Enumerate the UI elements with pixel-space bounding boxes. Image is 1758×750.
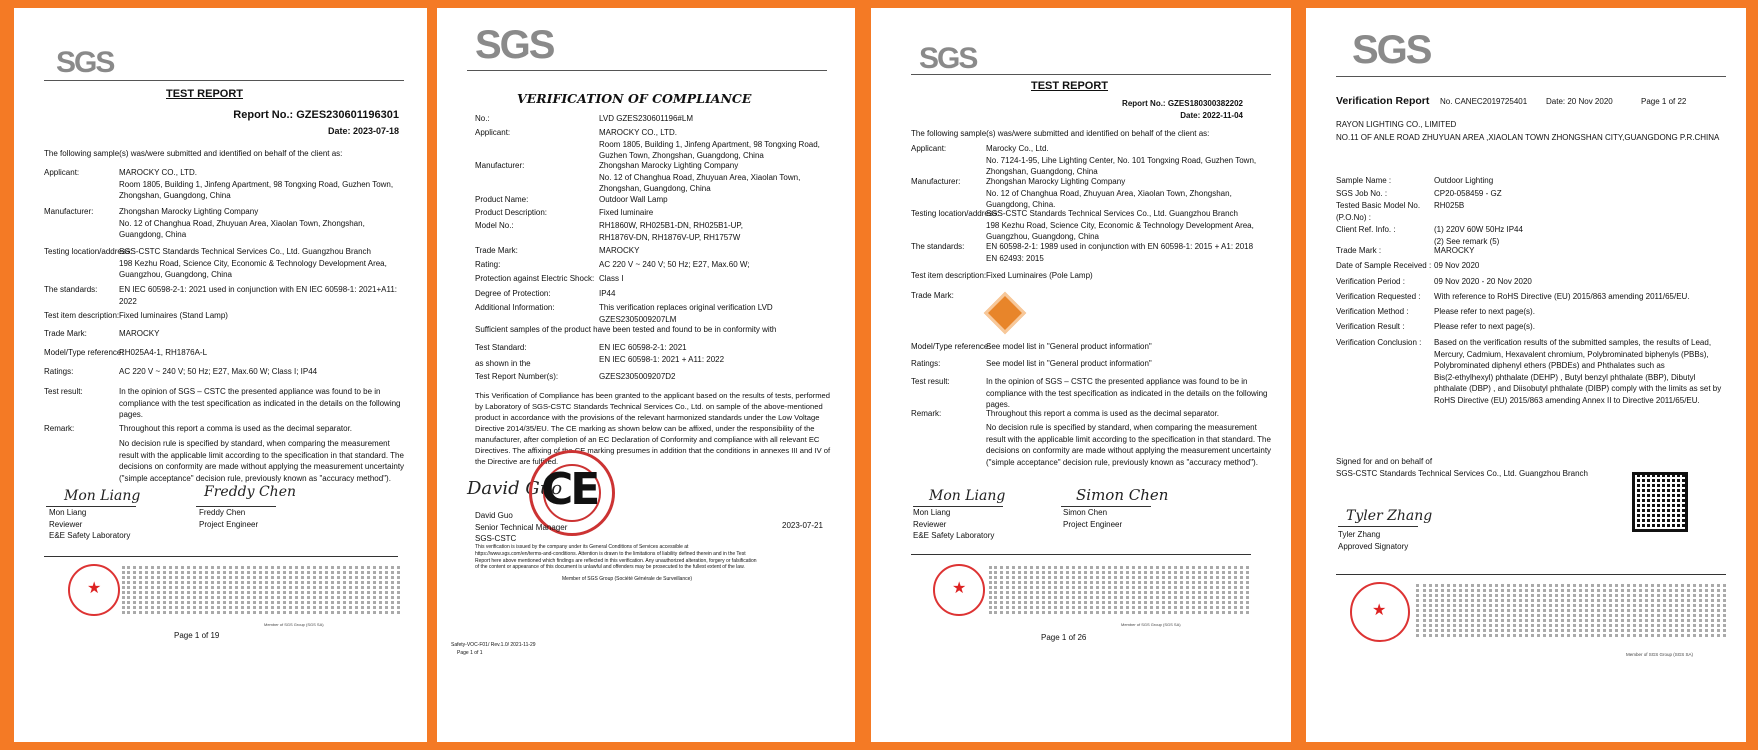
field-label: Applicant: <box>475 128 511 137</box>
footer-divider <box>911 554 1251 555</box>
form-number: Safety-VOC-F01/ Rev.1.0/ 2021-11-29 <box>451 642 536 648</box>
field-value: EN IEC 60598-2-1: 2021 used in conjunction with EN IEC 60598-1: 2021+A11: 2022 <box>119 285 398 306</box>
field-value: Fixed Luminaires (Pole Lamp) <box>986 271 1093 280</box>
sgs-logo: SGS <box>1352 28 1431 72</box>
field-label: Verification Conclusion : <box>1336 338 1422 347</box>
page-number: Page 1 of 22 <box>1641 97 1687 106</box>
test-report-page-3 <box>871 8 1291 742</box>
field-label: Protection against Electric Shock: <box>475 274 595 283</box>
engineer-block: Freddy Chen Project Engineer <box>199 508 259 529</box>
footer-fine-print <box>1416 582 1726 639</box>
logo-divider <box>911 74 1271 75</box>
field-value: MAROCKY <box>599 246 640 255</box>
field-value: MAROCKY <box>119 329 160 338</box>
field-value: 09 Nov 2020 - 20 Nov 2020 <box>1434 277 1532 286</box>
field-label: Model/Type reference: <box>44 348 124 357</box>
field-value: IP44 <box>599 289 616 298</box>
field-value: This verification replaces original verification LVD GZES2305009207LM <box>599 303 773 324</box>
field-value: Zhongshan Marocky Lighting Company No. 12 of Changhua Road, Zhuyuan Area, Xiaolan Town, Zhongshan, Guangdong, China <box>599 161 801 194</box>
signature-line <box>1338 526 1418 527</box>
test-standard-label: Test Standard: <box>475 343 527 352</box>
field-value: AC 220 V ~ 240 V; 50 Hz; E27, Max.60 W; Class I; IP44 <box>119 367 318 376</box>
member-line: Member of SGS Group (SGS SA) <box>1626 652 1694 657</box>
field-label: Manufacturer: <box>44 207 94 216</box>
field-value: Zhongshan Marocky Lighting Company No. 12 of Changhua Road, Zhuyuan Area, Xiaolan Town, Zhongshan, Guangdong, China. <box>986 177 1232 210</box>
field-value: Outdoor Lighting <box>1434 176 1494 185</box>
company-address: NO.11 OF ANLE ROAD ZHUYUAN AREA ,XIAOLAN TOWN ZHONGSHAN CITY,GUANGDONG P.R.CHINA <box>1336 133 1720 142</box>
report-number: No. CANEC2019725401 <box>1440 97 1528 106</box>
field-value: Fixed luminaire <box>599 208 654 217</box>
field-label: Additional Information: <box>475 303 555 312</box>
member-line: Member of SGS Group (Société Générale de Surveillance) <box>562 576 693 582</box>
field-label: Remark: <box>911 409 942 418</box>
field-value: Please refer to next page(s). <box>1434 307 1535 316</box>
field-value: MAROCKY <box>1434 246 1475 255</box>
field-label: Model No.: <box>475 221 514 230</box>
field-label: Degree of Protection: <box>475 289 551 298</box>
field-label: The standards: <box>44 285 98 294</box>
field-value: In the opinion of SGS – CSTC the presented appliance was found to be in compliance with the test specification as indicated in the details on the following pages. <box>119 387 401 420</box>
field-label: Product Name: <box>475 195 529 204</box>
sgs-logo: SGS <box>56 46 114 79</box>
test-standard-value: EN IEC 60598-2-1: 2021 EN IEC 60598-1: 2021 + A11: 2022 <box>599 343 725 364</box>
logo-divider <box>467 70 827 71</box>
signature-engineer: Simon Chen <box>1076 486 1169 504</box>
seal-star-icon: ★ <box>1372 602 1387 619</box>
member-line: Member of SGS Group (SGS SA) <box>1121 622 1181 627</box>
signatory-block: Tyler Zhang Approved Signatory <box>1338 530 1409 551</box>
ce-mark-icon: CE <box>541 464 598 515</box>
footer-fine-print <box>989 564 1249 616</box>
field-label: Trade Mark : <box>1336 246 1382 255</box>
verification-footer: This verification is issued by the company under its General Conditions of Services accessible at https://www.sgs.com/en/terms-and-conditions. Attention is drawn to the limitations of liability defined therein and in the Test Report here above mentioned which findings are reflected in this verification. Any unauthorized alteration, forgery or falsification of the content or appearance of this document is unlawful and offenders may be prosecuted to the fullest extent of the law. <box>475 544 757 571</box>
field-label: Verification Method : <box>1336 307 1409 316</box>
decision-rule-remark: No decision rule is specified by standard, when comparing the measurement result with the applicable limit according to the specification in that standard. The decisions on conformity are made without applying the measurement uncertainty ("simple acceptance" decision rule, previously known as "accuracy method"). <box>119 439 405 483</box>
field-value: RH025B <box>1434 201 1465 210</box>
field-label: Product Description: <box>475 208 548 217</box>
decision-rule-remark: No decision rule is specified by standard, when comparing the measurement result with the applicable limit according to the specification in that standard. The decisions on conformity are made without applying the measurement uncertainty ("simple acceptance" decision rule, previously known as "accuracy method"). <box>986 423 1272 467</box>
field-label: Testing location/address: <box>44 247 133 256</box>
field-value: Throughout this report a comma is used as the decimal separator. <box>986 409 1220 418</box>
field-label: SGS Job No. : <box>1336 189 1388 198</box>
company-name: RAYON LIGHTING CO., LIMITED <box>1336 120 1457 129</box>
field-value: AC 220 V ~ 240 V; 50 Hz; E27, Max.60 W; <box>599 260 750 269</box>
report-number: Report No.: GZES180300382202 <box>1122 99 1243 108</box>
field-value: (1) 220V 60W 50Hz IP44 (2) See remark (5) <box>1434 225 1523 246</box>
footer-divider <box>44 556 398 557</box>
field-value: Zhongshan Marocky Lighting Company No. 12 of Changhua Road, Zhuyuan Area, Xiaolan Town, Zhongshan, Guangdong, China <box>119 207 365 240</box>
intro-text: The following sample(s) was/were submitted and identified on behalf of the client as: <box>44 149 343 158</box>
field-label: Sample Name : <box>1336 176 1392 185</box>
intro-text: The following sample(s) was/were submitted and identified on behalf of the client as: <box>911 129 1210 138</box>
field-value: SGS-CSTC Standards Technical Services Co., Ltd. Guangzhou Branch 198 Kezhu Road, Science City, Economic & Technology Development Area, Guangzhou, Guangdong, China <box>986 209 1254 242</box>
test-report-page-1 <box>14 8 427 742</box>
field-label: No.: <box>475 114 490 123</box>
field-label: Tested Basic Model No. (P.O.No) : <box>1336 201 1421 222</box>
page-number: Page 1 of 19 <box>174 631 220 640</box>
field-value: Class I <box>599 274 624 283</box>
field-value: RH025A4-1, RH1876A-L <box>119 348 208 357</box>
field-label: Manufacturer: <box>475 161 525 170</box>
shown-in-text: as shown in the <box>475 359 531 368</box>
field-label: Verification Result : <box>1336 322 1405 331</box>
report-title: TEST REPORT <box>166 88 244 100</box>
field-label: Test result: <box>44 387 83 396</box>
field-label: Rating: <box>475 260 501 269</box>
seal-star-icon: ★ <box>87 580 102 597</box>
verification-date: 2023-07-21 <box>782 521 823 530</box>
field-label: Applicant: <box>44 168 80 177</box>
report-title: Verification Report <box>1336 95 1430 107</box>
field-label: Ratings: <box>44 367 74 376</box>
signatory-block: David Guo Senior Technical Manager SGS-CSTC <box>475 511 568 544</box>
field-label: Remark: <box>44 424 75 433</box>
report-number: Report No.: GZES230601196301 <box>233 109 399 121</box>
field-value: MAROCKY CO., LTD. Room 1805, Building 1, Jinfeng Apartment, 98 Tongxing Road, Guzhen Town, Zhongshan, Guangdong, China <box>599 128 820 161</box>
field-value: EN 60598-2-1: 1989 used in conjunction with EN 60598-1: 2015 + A1: 2018 EN 62493: 2015 <box>986 242 1254 263</box>
sufficient-samples-text: Sufficient samples of the product have been tested and found to be in conformity with <box>475 325 777 334</box>
field-label: Manufacturer: <box>911 177 961 186</box>
field-value: Outdoor Wall Lamp <box>599 195 668 204</box>
field-label: Trade Mark: <box>475 246 518 255</box>
field-value: Fixed luminaires (Stand Lamp) <box>119 311 228 320</box>
field-value: MAROCKY CO., LTD. Room 1805, Building 1, Jinfeng Apartment, 98 Tongxing Road, Guzhen Town, Zhongshan, Guangdong, China <box>119 168 394 201</box>
field-label: Verification Requested : <box>1336 292 1421 301</box>
field-label: Test item description: <box>44 311 120 320</box>
field-label: Testing location/address: <box>911 209 1000 218</box>
sgs-logo: SGS <box>919 42 977 75</box>
field-label: Applicant: <box>911 144 947 153</box>
report-date: Date: 2022-11-04 <box>1180 111 1243 120</box>
logo-divider <box>44 80 404 81</box>
trade-mark-logo-icon <box>984 292 1026 334</box>
signature-tyler-zhang: Tyler Zhang <box>1346 508 1433 524</box>
signature-reviewer: Mon Liang <box>64 488 141 504</box>
page-number: Page 1 of 1 <box>457 650 483 656</box>
page-number: Page 1 of 26 <box>1041 633 1087 642</box>
reviewer-block: Mon Liang Reviewer E&E Safety Laboratory <box>913 508 995 541</box>
field-value: Please refer to next page(s). <box>1434 322 1535 331</box>
engineer-block: Simon Chen Project Engineer <box>1063 508 1123 529</box>
field-label: Test result: <box>911 377 950 386</box>
report-title: TEST REPORT <box>1031 80 1109 92</box>
seal-star-icon: ★ <box>952 580 967 597</box>
field-value: RH1860W, RH025B1-DN, RH025B1-UP, RH1876V-DN, RH1876V-UP, RH1757W <box>599 221 743 242</box>
field-label: Model/Type reference: <box>911 342 991 351</box>
field-value: See model list in "General product information" <box>986 342 1152 351</box>
field-value: With reference to RoHS Directive (EU) 2015/863 amending 2011/65/EU. <box>1434 292 1690 301</box>
signature-reviewer: Mon Liang <box>929 488 1006 504</box>
field-label: Date of Sample Received : <box>1336 261 1432 270</box>
field-label: Test item description: <box>911 271 987 280</box>
field-value: 09 Nov 2020 <box>1434 261 1480 270</box>
field-label: Verification Period : <box>1336 277 1405 286</box>
qr-code-frame <box>1632 472 1688 532</box>
logo-divider <box>1336 76 1726 77</box>
sgs-logo: SGS <box>475 23 554 67</box>
field-label: Ratings: <box>911 359 941 368</box>
report-date: Date: 2023-07-18 <box>327 126 399 136</box>
verification-report-page <box>1306 8 1746 742</box>
signature-david-guo: David Guo <box>467 478 563 499</box>
field-value: Marocky Co., Ltd. No. 7124-1-95, Lihe Lighting Center, No. 101 Tongxing Road, Guzhen Town, Zhongshan, Guangdong, China <box>986 144 1257 177</box>
field-value: SGS-CSTC Standards Technical Services Co., Ltd. Guangzhou Branch 198 Kezhu Road, Science City, Economic & Technology Development Area, Guangzhou, Guangdong, China <box>119 247 387 280</box>
reviewer-block: Mon Liang Reviewer E&E Safety Laboratory <box>49 508 131 541</box>
field-value: See model list in "General product information" <box>986 359 1152 368</box>
report-date: Date: 20 Nov 2020 <box>1546 97 1613 106</box>
field-value: LVD GZES230601196#LM <box>599 114 693 123</box>
signed-for-text: Signed for and on behalf of SGS-CSTC Standards Technical Services Co., Ltd. Guangzhou Branch <box>1336 457 1588 478</box>
field-value: Based on the verification results of the submitted samples, the results of Lead, Mercury, Cadmium, Hexavalent chromium, Polybrominated biphenyls (PBBs), Polybrominated diphenyl ethers (PBDEs) and Phthalates such as Bis(2-ethylhexyl) phthalate (DEHP) , Butyl benzyl phthalate (BBP), Dibutyl phthalate (DBP) , and Diisobutyl phthalate (DIBP) comply with the limits as set by RoHS Directive (EU) 2015/863 amending Annex II to Directive 2011/65/EU. <box>1434 338 1722 405</box>
member-line: Member of SGS Group (SGS SA) <box>264 622 324 627</box>
verification-body-text: This Verification of Compliance has been granted to the applicant based on the results of tests, performed by Laboratory of SGS-CSTC Standards Technical Services Co., Ltd. on sample of the above-mentioned product in accordance with the provisions of the relevant harmonized standards under the Low Voltage Directive 2014/35/EU. The CE marking as shown below can be affixed, under the responsibility of the manufacturer, after completion of an EC Declaration of Conformity and compliance with all relevant EC Directives. The affixing of the CE marking presumes in addition that the conditions in annexes III and IV of the Directive are fulfilled. <box>475 391 831 466</box>
field-value: CP20-058459 - GZ <box>1434 189 1502 198</box>
field-label: The standards: <box>911 242 965 251</box>
field-value: In the opinion of SGS – CSTC the presented appliance was found to be in compliance with the test specification as indicated in the details on the following pages. <box>986 377 1268 410</box>
report-numbers-value: GZES2305009207D2 <box>599 372 676 381</box>
footer-divider <box>1336 574 1726 575</box>
field-label: Client Ref. Info. : <box>1336 225 1396 234</box>
field-label: Trade Mark: <box>911 291 954 300</box>
verification-of-compliance-page <box>437 8 855 742</box>
signature-engineer: Freddy Chen <box>204 484 297 500</box>
field-label: Trade Mark: <box>44 329 87 338</box>
footer-fine-print <box>122 564 400 616</box>
report-numbers-label: Test Report Number(s): <box>475 372 559 381</box>
field-value: Throughout this report a comma is used as the decimal separator. <box>119 424 353 433</box>
document-title: VERIFICATION OF COMPLIANCE <box>517 91 752 106</box>
